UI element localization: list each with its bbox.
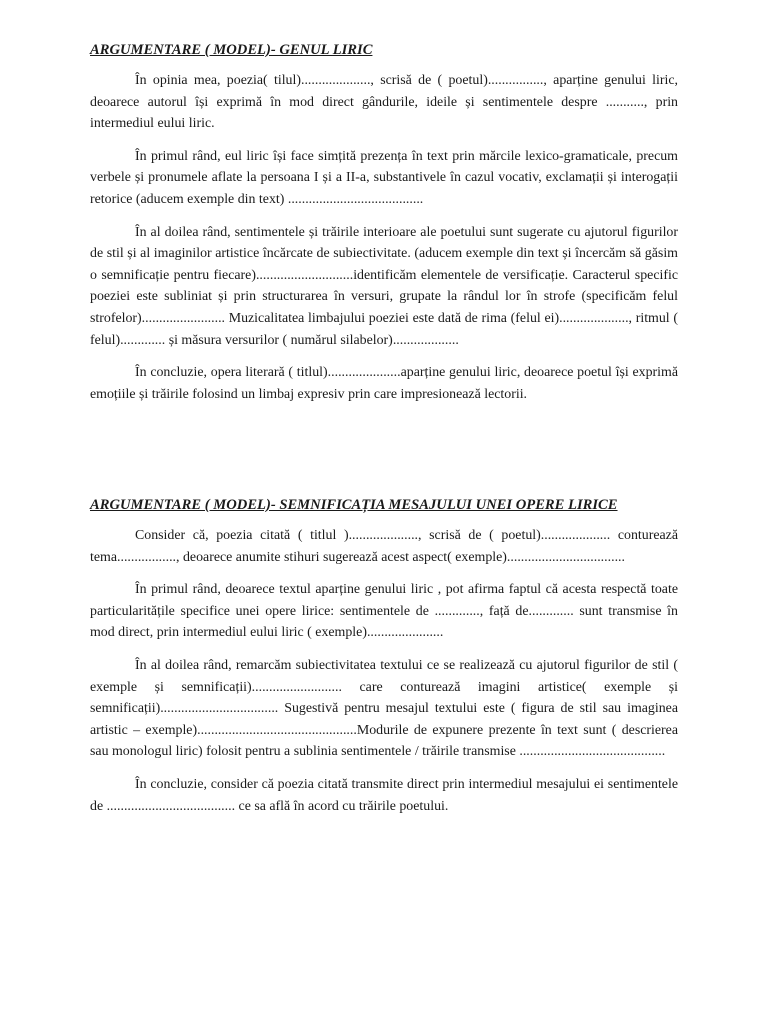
paragraph: În al doilea rând, remarcăm subiectivitatea textului ce se realizează cu ajutorul figurilor de stil ( exemple și semnificații).......................... care conturează imagini artistice( exemple și semnificații).................................. Sugestivă pentru mesajul textului este ( figura de stil sau imaginea artistic – exemple)..............................................Modurile de expunere prezente în text sunt ( descrierea sau monologul liric) folosit pentru a sublinia sentimentele / trăirile transmise ..........................................	[90, 657, 678, 760]
section-genul-liric	[90, 40, 678, 416]
paragraph: În primul rând, deoarece textul aparține genului liric , pot afirma faptul că acesta respectă toate particularitățile specifice unei opere lirice: sentimentele de ............., față de............. sunt transmise în mod direct, prin intermediul eului liric ( exemple)......................	[90, 582, 678, 641]
section-heading: ARGUMENTARE ( MODEL)- SEMNIFICAȚIA MESAJULUI UNEI OPERE LIRICE	[90, 497, 618, 513]
section-heading: ARGUMENTARE ( MODEL)- GENUL LIRIC	[90, 42, 373, 58]
paragraph: În al doilea rând, sentimentele și trăirile interioare ale poetului sunt sugerate cu ajutorul figurilor de stil și al imaginilor artistice încărcate de subiectivitate. (aducem exemple din text și încercăm să găsim o semnificație pentru fiecare)............................identificăm elementele de versificație. Caracterul specific poeziei este subliniat și prin structurarea în versuri, grupate la rândul lor în strofe (specificăm felul strofelor)........................ Muzicalitatea limbajului poeziei este dată de rima (felul ei)...................., ritmul ( felul)............. și măsura versurilor ( numărul silabelor)...................	[90, 224, 678, 348]
paragraph: Consider că, poezia citată ( titlul )...................., scrisă de ( poetul).................... conturează tema................., deoarece anumite stihuri sugerează acest aspect( exemple)..................................	[90, 528, 678, 565]
paragraph: În concluzie, opera literară ( titlul).....................aparține genului liric, deoarece poetul își exprimă emoțiile și trăirile folosind un limbaj expresiv prin care impresionează lectorii.	[90, 365, 678, 402]
section-semnificatia-mesajului	[90, 495, 678, 828]
paragraph: În opinia mea, poezia( tilul)...................., scrisă de ( poetul)................, aparține genului liric, deoarece autorul își exprimă în mod direct gândurile, ideile și sentimentele despre ..........., prin intermediul eului liric.	[90, 73, 678, 132]
paragraph: În concluzie, consider că poezia citată transmite direct prin intermediul mesajului ei sentimentele de ..................................... ce sa află în acord cu trăirile poetului.	[90, 776, 678, 814]
paragraph: În primul rând, eul liric își face simțită prezența în text prin mărcile lexico-gramaticale, precum verbele și pronumele aflate la persoana I și a II-a, substantivele în cazul vocativ, exclamații și interogații retorice (aducem exemple din text) .......................................	[90, 148, 678, 207]
